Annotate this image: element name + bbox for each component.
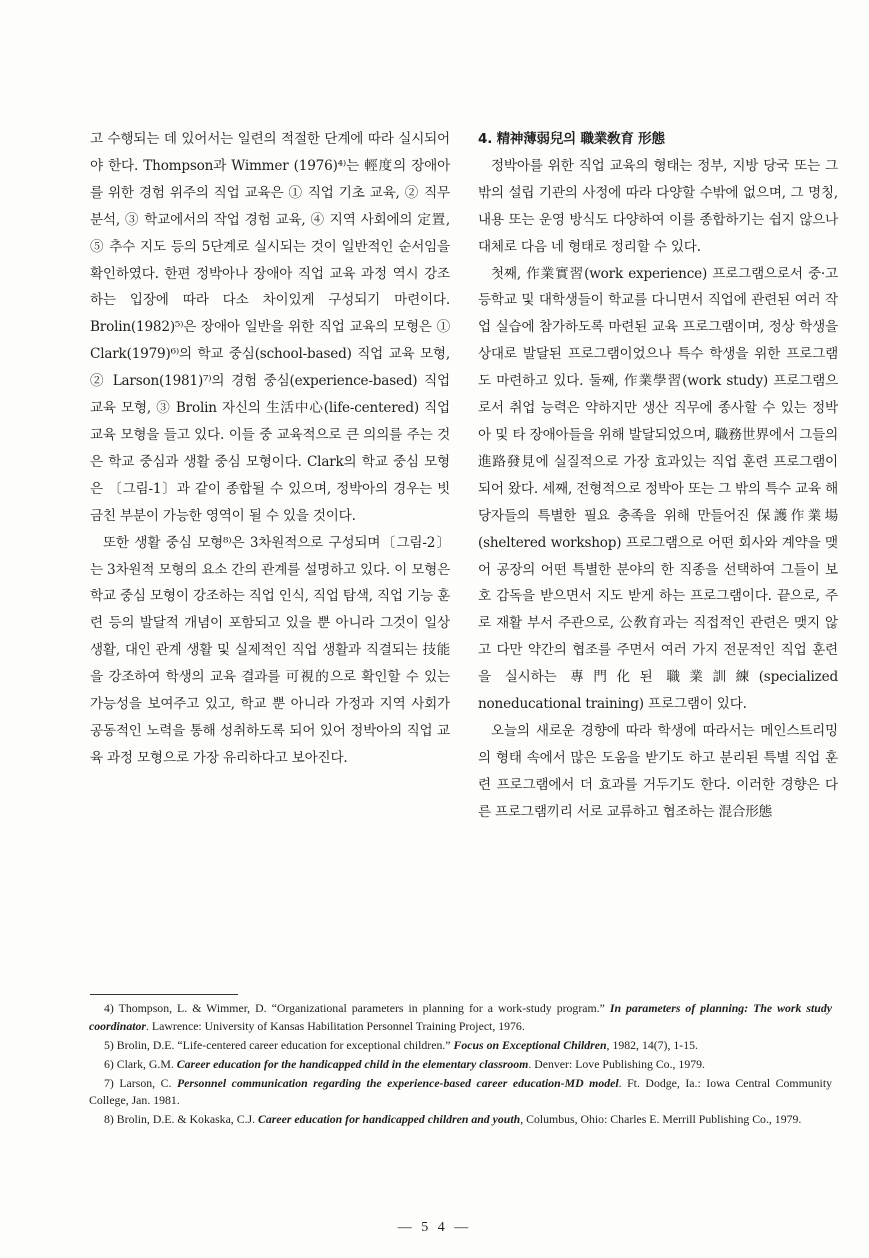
right-column [478, 126, 838, 826]
right-paragraph-2: 첫째, 作業實習(work experience) 프로그램으로서 중·고등학교 및 대학생들이 학교를 다니면서 직업에 관련된 여러 작업 실습에 참가하도록 마련된 교육 프로그램이며, 정상 학생을 상대로 발달된 프로그램이었으나 특수 학생을 위한 프로그램도 마련하고 있다. 둘째, 作業學習(work study) 프로그램으로서 취업 능력은 약하지만 생산 직무에 종사할 수 있는 정박아 및 타 장애아들을 위해 발달되었으며, 職務世界에서 그들의 進路發見에 실질적으로 가장 효과있는 직업 훈련 프로그램이 되어 왔다. 세째, 전형적으로 정박아 또는 그 밖의 특수 교육 해당자들의 특별한 필요 충족을 위해 만들어진 保護作業場(sheltered workshop) 프로그램으로 어떤 회사와 계약을 맺어 공장의 어떤 특별한 분야의 한 직종을 선택하여 그들이 보호 감독을 받으면서 지도 받게 하는 프로그램이다. 끝으로, 주로 재활 부서 주관으로, 公敎育과는 직접적인 관련은 맺지 않고 다만 약간의 협조를 주면서 여러 가지 전문적인 직업 훈련을 실시하는 專門化된 職業訓練(specialized noneducational training) 프로그램이 있다. [478, 265, 838, 713]
footnotes [89, 1000, 832, 1130]
footnote-5: 5) Brolin, D.E. “Life-centered career education for exceptional children.” Focus on Exceptional Children, 1982, 14(7), 1-15. [104, 1037, 698, 1052]
left-paragraph-2: 또한 생활 중심 모형⁸⁾은 3차원적으로 구성되며〔그림-2〕는 3차원적 모형의 요소 간의 관계를 설명하고 있다. 이 모형은 학교 중심 모형이 강조하는 직업 인식, 직업 탐색, 직업 기능 훈련 등의 발달적 개념이 포함되고 있을 뿐 아니라 그것이 일상 생활, 대인 관계 생활 및 실제적인 직업 생활과 직결되는 技能을 강조하여 학생의 교육 결과를 可視的으로 확인할 수 있는 가능성을 보여주고 있고, 학교 뿐 아니라 가정과 지역 사회가 공동적인 노력을 통해 성취하도록 되어 있어 정박아의 직업 교육 과정 모형으로 가장 유리하다고 보아진다. [90, 534, 451, 766]
left-column [90, 126, 450, 772]
right-paragraph-1: 정박아를 위한 직업 교육의 형태는 정부, 지방 당국 또는 그 밖의 설립 기관의 사정에 따라 다양할 수밖에 없으며, 그 명칭, 내용 또는 운영 방식도 다양하여 이를 종합하기는 쉽지 않으나 대체로 다음 네 형태로 정리할 수 있다. [478, 157, 838, 255]
footnote-4: 4) Thompson, L. & Wimmer, D. “Organizational parameters in planning for a work-study program.” In parameters of planning: The work study coordinator. Lawrence: University of Kansas Habilitation Personnel Training Project, 1976. [89, 1001, 832, 1033]
page-number: — 5 4 — [397, 1220, 472, 1235]
footnote-6: 6) Clark, G.M. Career education for the handicapped child in the elementary classroom. Denver: Love Publishing Co., 1979. [104, 1056, 705, 1071]
footnote-7: 7) Larson, C. Personnel communication regarding the experience-based career education-MD model. Ft. Dodge, Ia.: Iowa Central Community College, Jan. 1981. [89, 1075, 832, 1107]
section-heading: 4. 精神薄弱兒의 職業敎育 形態 [478, 131, 665, 147]
footnote-8: 8) Brolin, D.E. & Kokaska, C.J. Career education for handicapped children and youth, Columbus, Ohio: Charles E. Merrill Publishing Co., 1979. [104, 1112, 802, 1126]
left-paragraph-1: 고 수행되는 데 있어서는 일련의 적절한 단계에 따라 실시되어야 한다. Thompson과 Wimmer (1976)⁴⁾는 輕度의 장애아를 위한 경험 위주의 직업 교육은 ① 직업 기초 교육, ② 직무 분석, ③ 학교에서의 작업 경험 교육, ④ 지역 사회에의 定置, ⑤ 추수 지도 등의 5단계로 실시되는 것이 일반적인 순서임을 확인하였다. 한편 정박아나 장애아 직업 교육 과정 역시 강조하는 입장에 따라 다소 차이있게 구성되기 마련이다. Brolin(1982)⁵⁾은 장애아 일반을 위한 직업 교육의 모형은 ① Clark(1979)⁶⁾의 학교 중심(school-based) 직업 교육 모형, ② Larson(1981)⁷⁾의 경험 중심(experience-based) 직업 교육 모형, ③ Brolin 자신의 生活中心(life-centered) 직업 교육 모형을 들고 있다. 이들 중 교육적으로 큰 의의를 주는 것은 학교 중심과 생활 중심 모형이다. Clark의 학교 중심 모형은 〔그림-1〕과 같이 종합될 수 있으며, 정박아의 경우는 빗금친 부분이 가능한 영역이 될 수 있을 것이다. [90, 131, 450, 524]
right-paragraph-3: 오늘의 새로운 경향에 따라 학생에 따라서는 메인스트리밍의 형태 속에서 많은 도움을 받기도 하고 분리된 특별 직업 훈련 프로그램에서 더 효과를 거두기도 한다. 이러한 경향은 다른 프로그램끼리 서로 교류하고 협조하는 混合形態 [478, 722, 838, 820]
footnote-divider [90, 994, 238, 995]
